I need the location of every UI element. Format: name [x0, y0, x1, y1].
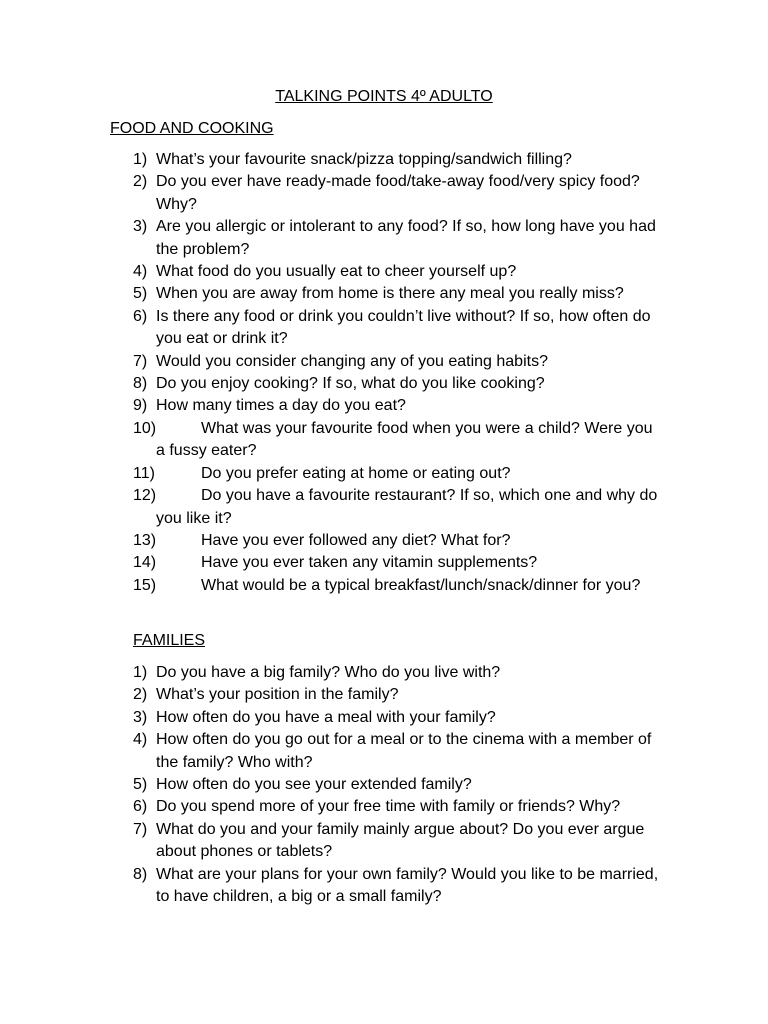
- list-item: [133, 552, 663, 574]
- list-item: [133, 171, 663, 216]
- list-item: [133, 796, 663, 818]
- item-number: 9): [133, 397, 148, 415]
- item-text: Are you allergic or intolerant to any food? If so, how long have you had the problem?: [156, 218, 656, 258]
- item-number: 3): [133, 708, 148, 726]
- item-number: 7): [133, 820, 148, 838]
- item-text: Is there any food or drink you couldn’t live without? If so, how often do you eat or drink it?: [156, 307, 651, 348]
- item-text: How often do you have a meal with your family?: [156, 708, 496, 726]
- item-text: Do you enjoy cooking? If so, what do you like cooking?: [156, 375, 545, 393]
- list-item: [133, 485, 663, 530]
- item-text: What would be a typical breakfast/lunch/snack/dinner for you?: [201, 576, 641, 594]
- page-title: TALKING POINTS 4º ADULTO: [275, 88, 493, 105]
- item-text: Have you ever followed any diet? What for?: [201, 531, 511, 549]
- item-number: 4): [133, 263, 148, 281]
- item-text: Do you have a big family? Who do you live with?: [156, 664, 501, 681]
- item-number: 1): [133, 664, 148, 681]
- item-text: Do you have a favourite restaurant? If so, which one and why do you like it?: [156, 487, 658, 527]
- item-number: 6): [133, 798, 148, 816]
- item-text: How often do you go out for a meal or to the cinema with a member of the family? Who with?: [156, 731, 652, 771]
- list-item: [133, 463, 663, 485]
- list-item: [133, 864, 663, 909]
- list-item: [133, 283, 663, 305]
- item-text: What are your plans for your own family? Would you like to be married, to have children, a big or a small family?: [156, 865, 659, 906]
- list-item: [133, 530, 663, 552]
- item-number: 10): [133, 419, 157, 437]
- list-item: [133, 373, 663, 395]
- list-item: [133, 729, 663, 774]
- item-text: Do you spend more of your free time with family or friends? Why?: [156, 798, 621, 816]
- item-number: 11): [133, 464, 155, 482]
- list-item: [133, 684, 663, 706]
- list-item: [133, 261, 663, 283]
- item-number: 3): [133, 218, 148, 236]
- item-number: 5): [133, 285, 148, 303]
- list-item: [133, 306, 663, 351]
- item-text: How many times a day do you eat?: [156, 397, 406, 415]
- item-text: What was your favourite food when you were a child? Were you a fussy eater?: [156, 419, 653, 460]
- item-number: 2): [133, 173, 148, 191]
- list-item: [133, 418, 663, 463]
- item-number: 8): [133, 375, 148, 393]
- item-text: Have you ever taken any vitamin supplements?: [201, 554, 538, 572]
- item-text: What do you and your family mainly argue about? Do you ever argue about phones or tablets?: [156, 820, 645, 861]
- section-heading-food-and-cooking: FOOD AND COOKING: [110, 120, 274, 137]
- item-text: What’s your favourite snack/pizza topping/sandwich filling?: [156, 151, 572, 168]
- list-item: [133, 662, 663, 684]
- item-text: Do you ever have ready-made food/take-away food/very spicy food? Why?: [156, 173, 640, 213]
- list-item: [133, 575, 663, 597]
- item-number: 5): [133, 776, 148, 794]
- families-question-list: [133, 662, 663, 908]
- item-number: 2): [133, 686, 148, 704]
- section-heading-families: FAMILIES: [133, 632, 206, 649]
- item-number: 1): [133, 151, 148, 168]
- item-text: What’s your position in the family?: [156, 686, 399, 704]
- item-number: 7): [133, 352, 148, 370]
- item-number: 12): [133, 487, 157, 505]
- item-number: 14): [133, 554, 157, 572]
- list-item: [133, 774, 663, 796]
- list-item: [133, 216, 663, 261]
- list-item: [133, 149, 663, 171]
- item-number: 8): [133, 865, 148, 883]
- item-number: 6): [133, 307, 148, 325]
- item-number: 13): [133, 531, 157, 549]
- item-text: Do you prefer eating at home or eating out?: [201, 464, 511, 482]
- item-text: When you are away from home is there any meal you really miss?: [156, 285, 624, 303]
- list-item: [133, 707, 663, 729]
- item-text: How often do you see your extended family?: [156, 776, 472, 794]
- list-item: [133, 819, 663, 864]
- item-text: Would you consider changing any of you eating habits?: [156, 352, 548, 370]
- item-number: 15): [133, 576, 157, 594]
- food-and-cooking-question-list: [133, 149, 663, 597]
- list-item: [133, 395, 663, 417]
- item-text: What food do you usually eat to cheer yourself up?: [156, 263, 517, 281]
- item-number: 4): [133, 731, 148, 749]
- list-item: [133, 351, 663, 373]
